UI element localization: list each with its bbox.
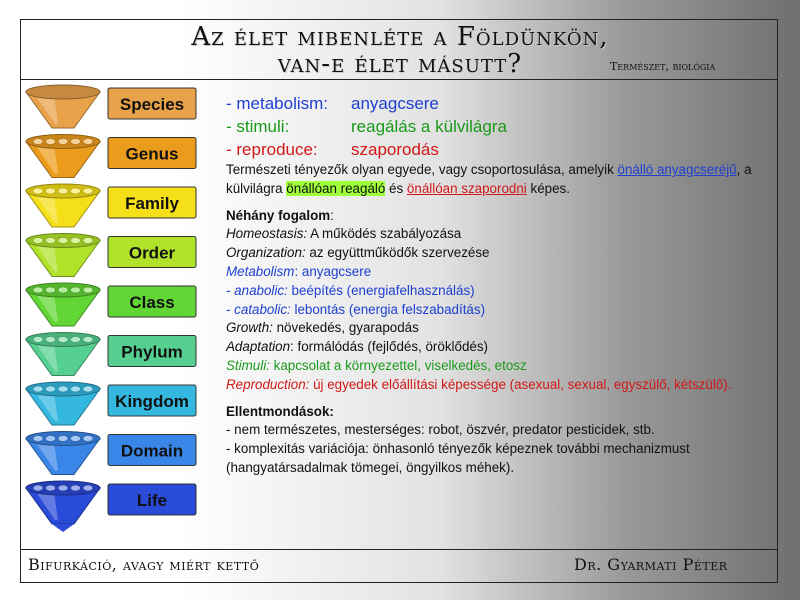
header-divider	[20, 79, 778, 80]
rank-label-domain: Domain	[120, 441, 184, 461]
funnel-tier-family	[26, 184, 196, 227]
link-self-metabolism[interactable]: önálló anyagcseréjű	[617, 162, 737, 177]
rank-label-family: Family	[125, 194, 179, 213]
concept-item: Growth: növekedés, gyarapodás	[226, 320, 419, 336]
definitions-list	[226, 92, 771, 161]
definition-metabolism: - metabolism: anyagcsere	[226, 94, 439, 113]
rank-label-genus: Genus	[125, 144, 179, 164]
contradictions-heading: Ellentmondások:	[226, 403, 334, 419]
concept-item: Organization: az együttműködők szervezése	[226, 245, 490, 261]
taxonomy-funnel	[24, 84, 204, 534]
link-self-reproduce[interactable]: önállóan szaporodni	[406, 180, 527, 196]
concepts-heading: Néhány fogalom:	[226, 207, 334, 223]
concept-item: Homeostasis: A működés szabályozása	[226, 226, 462, 242]
concepts-list	[226, 225, 771, 394]
concept-item: Stimuli: kapcsolat a környezettel, viselkedés, etosz	[226, 357, 527, 373]
highlight-self-react: önállóan reagáló	[286, 180, 386, 196]
rank-label-species: Species	[119, 95, 185, 114]
funnel-tier-life	[26, 481, 196, 524]
footer-author: Dr. Gyarmati Péter	[574, 555, 728, 574]
funnel-tip	[52, 524, 74, 532]
funnel-tier-order	[26, 234, 196, 277]
definition-stimuli: - stimuli: reagálás a külvilágra	[226, 117, 507, 136]
funnel-tier-domain	[26, 432, 196, 475]
footer-left-title: Bifurkáció, avagy miért kettő	[28, 555, 260, 574]
funnel-tier-phylum	[26, 333, 196, 376]
title-line-2: van-e élet másutt?	[277, 49, 523, 79]
funnel-tier-kingdom	[26, 382, 196, 425]
intro-paragraph: Természeti tényezők olyan egyede, vagy csoportosulása, amelyik önálló anyagcseréjű, a külvilágra önállóan reagáló és önállóan szaporodni képes.	[226, 162, 752, 196]
definition-reproduce: - reproduce: szaporodás	[226, 140, 439, 159]
rank-label-phylum: Phylum	[121, 342, 183, 362]
funnel-tier-class	[26, 283, 196, 326]
contradiction-item: - komplexitás variációja: önhasonló tényezők képeznek további mechanizmust (hangyatársadalmak tömegei, öngyilkos méhek).	[226, 441, 690, 475]
funnel-tier-genus	[26, 135, 196, 178]
contradiction-item: - nem természetes, mesterséges: robot, öszvér, predator pesticidek, stb.	[226, 422, 655, 438]
funnel-tier-species	[26, 85, 196, 128]
concept-item: - catabolic: lebontás (energia felszabadítás)	[226, 301, 486, 317]
concept-item: Metabolism: anyagcsere	[226, 263, 372, 279]
subject-tag: Természet, biológia	[610, 60, 716, 73]
rank-label-kingdom: Kingdom	[115, 392, 189, 411]
concept-item: Adaptation: formálódás (fejlődés, öröklődés)	[226, 339, 489, 355]
concept-item: Reproduction: új egyedek előállítási képessége (asexual, sexual, egyszülő, kétszülő).	[226, 376, 732, 392]
footer-divider	[20, 549, 778, 550]
content-area	[226, 92, 771, 478]
rank-label-class: Class	[129, 293, 175, 312]
rank-label-life: Life	[136, 491, 168, 510]
rank-label-order: Order	[128, 243, 176, 263]
concept-item: - anabolic: beépítés (energiafelhasználás)	[226, 282, 475, 298]
title-line-1: Az élet mibenléte a Földünkön,	[191, 22, 609, 52]
